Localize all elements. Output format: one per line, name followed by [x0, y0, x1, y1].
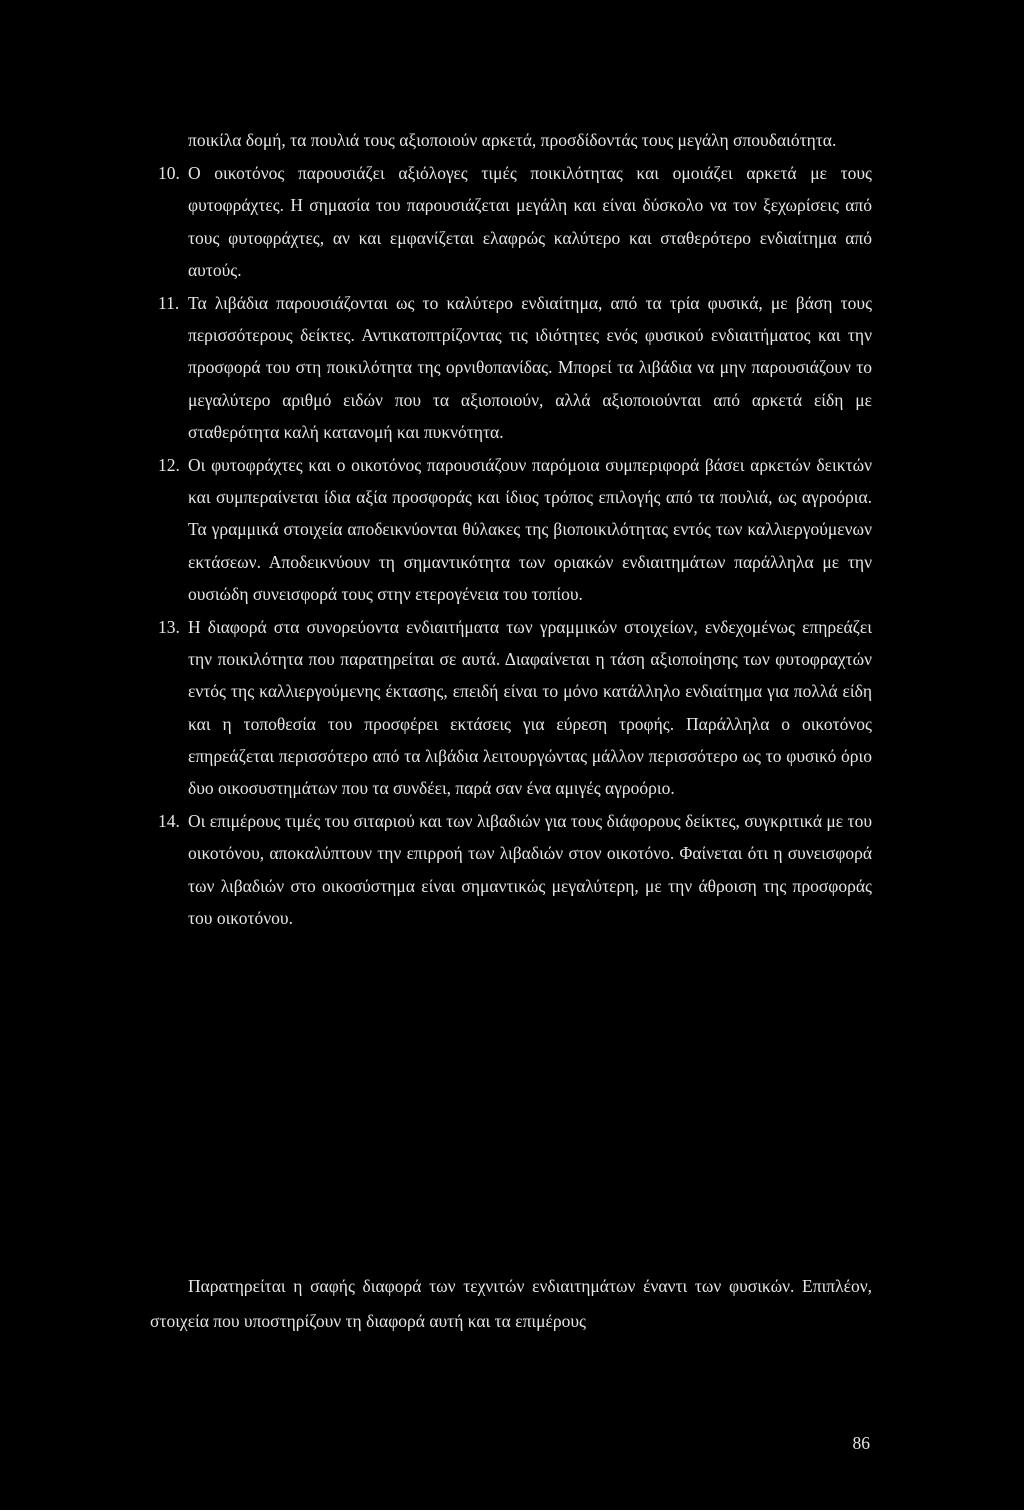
list-item-11 [150, 287, 872, 448]
list-item-text: Ο οικοτόνος παρουσιάζει αξιόλογες τιμές ποικιλότητας και ομοιάζει αρκετά με τους φυτοφράχτες. Η σημασία του παρουσιάζεται μεγάλη και είναι δύσκολο να τον ξεχωρίσεις από τους φυτοφράχτες, αν και εμφανίζεται ελαφρώς καλύτερο και σταθερότερο ενδιαίτημα από αυτούς. [188, 163, 872, 280]
list-item-13 [150, 611, 872, 804]
list-item-10 [150, 157, 872, 286]
list-item-number: 13. [158, 617, 180, 638]
page-number: 86 [852, 1433, 870, 1453]
list-item-text: Οι φυτοφράχτες και ο οικοτόνος παρουσιάζουν παρόμοια συμπεριφορά βάσει αρκετών δεικτών και συμπεραίνεται ίδια αξία προσφοράς και ίδιος τρόπος επιλογής από τα πουλιά, ως αγροόρια. Τα γραμμικά στοιχεία αποδεικνύονται θύλακες της βιοποικιλότητας εντός των καλλιεργούμενων εκτάσεων. Αποδεικνύουν τη σημαντικότητα των οριακών ενδιαιτημάτων παράλληλα με την ουσιώδη συνεισφορά τους στην ετερογένεια του τοπίου. [188, 455, 872, 604]
list-item-text: Τα λιβάδια παρουσιάζονται ως το καλύτερο ενδιαίτημα, από τα τρία φυσικά, με βάση τους περισσότερους δείκτες. Αντικατοπτρίζοντας τις ιδιότητες ενός φυσικού ενδιαιτήματος και την προσφορά του στη ποικιλότητα της ορνιθοπανίδας. Μπορεί τα λιβάδια να μην παρουσιάζουν το μεγαλύτερο αριθμό ειδών που τα αξιοποιούν, αλλά αξιοποιούνται από αρκετά είδη με σταθερότητα καλή κατανομή και πυκνότητα. [188, 293, 872, 442]
list-item-12 [150, 449, 872, 610]
list-item-text: Οι επιμέρους τιμές του σιταριού και των λιβαδιών για τους διάφορους δείκτες, συγκριτικά με του οικοτόνου, αποκαλύπτουν την επιρροή των λιβαδιών στον οικοτόνο. Φαίνεται ότι η συνεισφορά των λιβαδιών στο οικοσύστημα είναι σημαντικώς μεγαλύτερη, με την άθροιση της προσφοράς του οικοτόνου. [188, 811, 872, 928]
list-item-text: Η διαφορά στα συνορεύοντα ενδιαιτήματα των γραμμικών στοιχείων, ενδεχομένως επηρεάζει την ποικιλότητα που παρατηρείται σε αυτά. Διαφαίνεται η τάση αξιοποίησης των φυτοφραχτών εντός της καλλιεργούμενης έκτασης, επειδή είναι το μόνο κατάλληλο ενδιαίτημα για πολλά είδη και η τοποθεσία του προσφέρει εκτάσεις για εύρεση τροφής. Παράλληλα ο οικοτόνος επηρεάζεται περισσότερο από τα λιβάδια λειτουργώντας μάλλον περισσότερο ως το φυσικό όριο δυο οικοσυστημάτων που τα συνδέει, παρά σαν ένα αμιγές αγροόριο. [188, 617, 872, 799]
list-item-text: ποικίλα δομή, τα πουλιά τους αξιοποιούν αρκετά, προσδίδοντάς τους μεγάλη σπουδαιότητα. [188, 130, 837, 150]
list-item-number: 12. [158, 455, 180, 476]
closing-paragraph: Παρατηρείται η σαφής διαφορά των τεχνιτών ενδιαιτημάτων έναντι των φυσικών. Επιπλέον, στοιχεία που υποστηρίζουν τη διαφορά αυτή και τα επιμέρους [150, 1276, 872, 1331]
list-item-number: 14. [158, 811, 180, 832]
conclusions-list [150, 124, 872, 935]
list-item-number: 11. [158, 293, 180, 314]
list-item-continuation [150, 124, 872, 156]
list-item-14 [150, 805, 872, 934]
list-item-number: 10. [158, 163, 180, 184]
